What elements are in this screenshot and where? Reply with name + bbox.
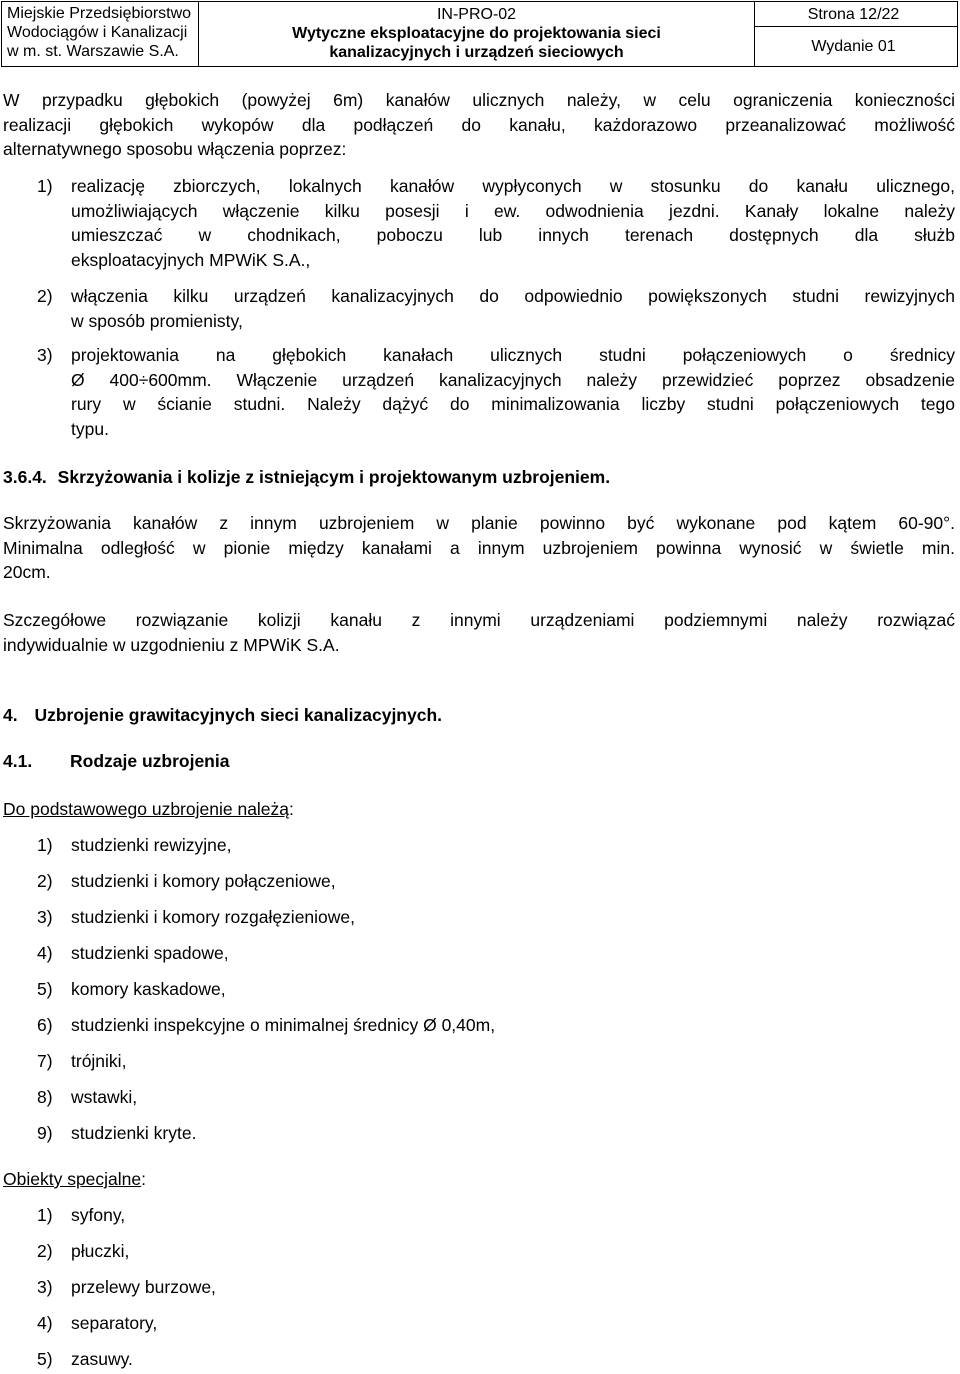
list-label: Do podstawowego uzbrojenie należą: [3,799,294,819]
document-code: IN-PRO-02 [436,6,517,23]
section-heading: 4.1. Rodzaje uzbrojenia [3,751,230,771]
organization-name: Miejskie Przedsiębiorstwo Wodociągów i Kanalizacji w m. st. Warszawie S.A. [7,5,192,60]
page-number: Strona 12/22 [807,6,900,23]
document-title: Wytyczne eksploatacyjne do projektowania sieci kanalizacyjnych i urządzeń sieciowych [292,25,661,61]
document-header [1,1,958,67]
paragraph: Skrzyżowania kanałów z innym uzbrojeniem w planie powinno być wykonane pod kątem 60-90°. Minimalna odległość w pionie między kanałami a innym uzbrojeniem powinna wynosić w świetle min. 20cm. [3,513,955,583]
list-label: Obiekty specjalne: [3,1169,147,1189]
section-heading: 3.6.4. Skrzyżowania i kolizje z istniejącym i projektowanym uzbrojeniem. [3,467,611,487]
section-heading: 4. Uzbrojenie grawitacyjnych sieci kanalizacyjnych. [3,705,443,725]
paragraph: Szczegółowe rozwiązanie kolizji kanału z innymi urządzeniami podziemnymi należy rozwiązać indywidualnie w uzgodnieniu z MPWiK S.A. [3,610,955,655]
edition-number: Wydanie 01 [811,38,896,55]
intro-paragraph: W przypadku głębokich (powyżej 6m) kanałów ulicznych należy, w celu ograniczenia konieczności realizacji głębokich wykopów dla podłączeń do kanału, każdorazowo przeanalizować możliwość alternatywnego sposobu włączenia poprzez: [3,90,955,160]
